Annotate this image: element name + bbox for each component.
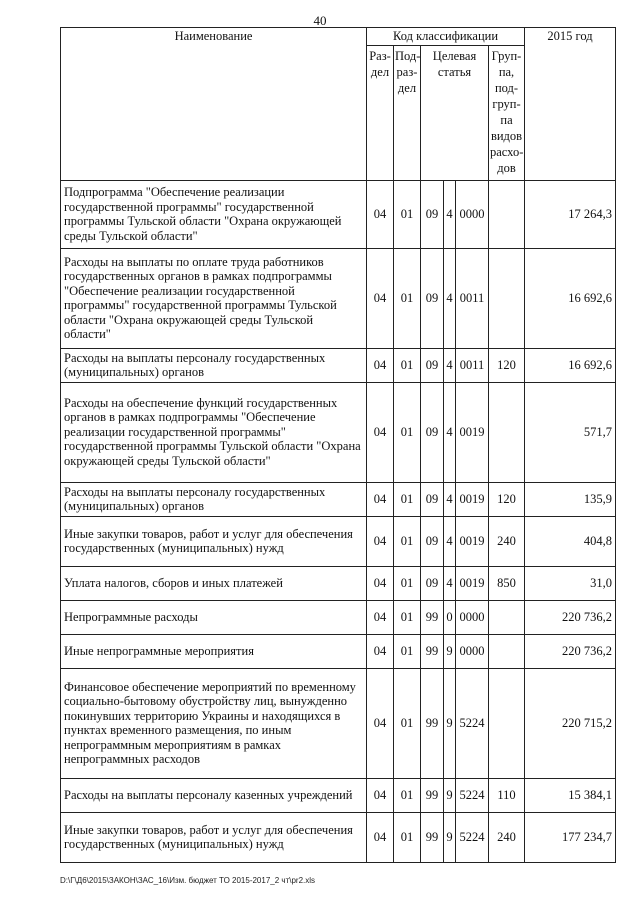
row-podrazdel: 01 bbox=[394, 348, 421, 382]
row-amount: 220 715,2 bbox=[525, 668, 616, 778]
row-target-subprogram: 9 bbox=[444, 668, 456, 778]
table-row bbox=[61, 248, 616, 348]
row-target-subprogram: 4 bbox=[444, 482, 456, 516]
row-amount: 404,8 bbox=[525, 516, 616, 566]
row-amount: 220 736,2 bbox=[525, 634, 616, 668]
row-amount: 571,7 bbox=[525, 382, 616, 482]
row-target-subprogram: 9 bbox=[444, 634, 456, 668]
header-code: Код классификации bbox=[367, 28, 525, 46]
row-name: Иные закупки товаров, работ и услуг для обеспечения государственных (муниципальных) нужд bbox=[61, 516, 367, 566]
row-razdel: 04 bbox=[367, 668, 394, 778]
row-name: Расходы на обеспечение функций государственных органов в рамках подпрограммы "Обеспечение реализации государственной программы" государственной программы Тульской области "Охрана окружающей среды Тульской области" bbox=[61, 382, 367, 482]
row-razdel: 04 bbox=[367, 812, 394, 862]
table-row bbox=[61, 566, 616, 600]
row-target-program: 09 bbox=[421, 482, 444, 516]
row-razdel: 04 bbox=[367, 516, 394, 566]
row-expense-type: 850 bbox=[489, 566, 525, 600]
row-podrazdel: 01 bbox=[394, 600, 421, 634]
row-target-direction: 0000 bbox=[456, 634, 489, 668]
row-amount: 17 264,3 bbox=[525, 180, 616, 248]
table-row bbox=[61, 482, 616, 516]
row-podrazdel: 01 bbox=[394, 812, 421, 862]
row-target-program: 09 bbox=[421, 348, 444, 382]
header-vid: Груп- па, под- груп- па видов расхо- дов bbox=[489, 45, 525, 180]
file-path-footer: D:\Г\Д6\2015\ЗАКОН\ЗАС_16\Изм. бюджет ТО 2015-2017_2 чт\pr2.xls bbox=[60, 876, 316, 885]
row-amount: 135,9 bbox=[525, 482, 616, 516]
row-target-subprogram: 4 bbox=[444, 566, 456, 600]
header-razdel: Раз- дел bbox=[367, 45, 394, 180]
row-target-program: 09 bbox=[421, 248, 444, 348]
table-body bbox=[61, 180, 616, 862]
row-expense-type: 120 bbox=[489, 348, 525, 382]
row-podrazdel: 01 bbox=[394, 482, 421, 516]
row-razdel: 04 bbox=[367, 248, 394, 348]
row-razdel: 04 bbox=[367, 382, 394, 482]
row-target-direction: 0000 bbox=[456, 600, 489, 634]
row-expense-type bbox=[489, 634, 525, 668]
row-podrazdel: 01 bbox=[394, 634, 421, 668]
header-podrazdel: Под- раз- дел bbox=[394, 45, 421, 180]
row-amount: 177 234,7 bbox=[525, 812, 616, 862]
row-target-subprogram: 4 bbox=[444, 516, 456, 566]
row-target-subprogram: 0 bbox=[444, 600, 456, 634]
row-target-program: 99 bbox=[421, 668, 444, 778]
row-target-program: 99 bbox=[421, 778, 444, 812]
row-target-program: 99 bbox=[421, 600, 444, 634]
row-target-program: 09 bbox=[421, 382, 444, 482]
row-target-program: 09 bbox=[421, 180, 444, 248]
row-razdel: 04 bbox=[367, 634, 394, 668]
row-name: Расходы на выплаты персоналу государственных (муниципальных) органов bbox=[61, 348, 367, 382]
row-razdel: 04 bbox=[367, 566, 394, 600]
row-target-subprogram: 4 bbox=[444, 248, 456, 348]
row-expense-type bbox=[489, 248, 525, 348]
table-row bbox=[61, 382, 616, 482]
row-podrazdel: 01 bbox=[394, 382, 421, 482]
row-podrazdel: 01 bbox=[394, 248, 421, 348]
row-name: Иные закупки товаров, работ и услуг для обеспечения государственных (муниципальных) нужд bbox=[61, 812, 367, 862]
row-expense-type: 240 bbox=[489, 812, 525, 862]
row-name: Непрограммные расходы bbox=[61, 600, 367, 634]
row-target-direction: 0019 bbox=[456, 382, 489, 482]
row-podrazdel: 01 bbox=[394, 566, 421, 600]
header-name: Наименование bbox=[61, 28, 367, 181]
row-target-subprogram: 4 bbox=[444, 180, 456, 248]
header-celevaya: Целевая статья bbox=[421, 45, 489, 180]
table-row bbox=[61, 600, 616, 634]
row-razdel: 04 bbox=[367, 348, 394, 382]
row-target-program: 09 bbox=[421, 516, 444, 566]
row-target-subprogram: 9 bbox=[444, 812, 456, 862]
table-row bbox=[61, 516, 616, 566]
row-target-direction: 5224 bbox=[456, 812, 489, 862]
row-amount: 16 692,6 bbox=[525, 348, 616, 382]
budget-table bbox=[60, 27, 616, 863]
row-target-direction: 0019 bbox=[456, 566, 489, 600]
row-podrazdel: 01 bbox=[394, 668, 421, 778]
row-razdel: 04 bbox=[367, 600, 394, 634]
row-amount: 220 736,2 bbox=[525, 600, 616, 634]
row-target-direction: 0000 bbox=[456, 180, 489, 248]
row-podrazdel: 01 bbox=[394, 778, 421, 812]
row-name: Подпрограмма "Обеспечение реализации государственной программы" государственной программы Тульской области "Охрана окружающей среды Тульской области" bbox=[61, 180, 367, 248]
row-amount: 16 692,6 bbox=[525, 248, 616, 348]
row-target-subprogram: 4 bbox=[444, 382, 456, 482]
row-target-direction: 5224 bbox=[456, 668, 489, 778]
row-name: Уплата налогов, сборов и иных платежей bbox=[61, 566, 367, 600]
row-amount: 31,0 bbox=[525, 566, 616, 600]
row-podrazdel: 01 bbox=[394, 180, 421, 248]
table-row bbox=[61, 668, 616, 778]
row-razdel: 04 bbox=[367, 482, 394, 516]
page-number: 40 bbox=[313, 13, 327, 28]
row-expense-type bbox=[489, 600, 525, 634]
row-expense-type: 240 bbox=[489, 516, 525, 566]
table-row bbox=[61, 180, 616, 248]
row-target-direction: 5224 bbox=[456, 778, 489, 812]
row-name: Расходы на выплаты персоналу государственных (муниципальных) органов bbox=[61, 482, 367, 516]
row-target-direction: 0011 bbox=[456, 248, 489, 348]
header-year: 2015 год bbox=[525, 28, 616, 181]
table-row bbox=[61, 634, 616, 668]
row-name: Иные непрограммные мероприятия bbox=[61, 634, 367, 668]
row-razdel: 04 bbox=[367, 778, 394, 812]
row-target-subprogram: 4 bbox=[444, 348, 456, 382]
row-target-program: 99 bbox=[421, 812, 444, 862]
row-name: Расходы на выплаты по оплате труда работников государственных органов в рамках подпрограммы "Обеспечение реализации государственной программы" государственной программы Тульской области "Охрана окружающей среды Тульской области" bbox=[61, 248, 367, 348]
row-target-subprogram: 9 bbox=[444, 778, 456, 812]
row-expense-type bbox=[489, 180, 525, 248]
row-target-direction: 0011 bbox=[456, 348, 489, 382]
row-expense-type: 120 bbox=[489, 482, 525, 516]
row-expense-type bbox=[489, 382, 525, 482]
row-target-direction: 0019 bbox=[456, 516, 489, 566]
row-podrazdel: 01 bbox=[394, 516, 421, 566]
row-name: Расходы на выплаты персоналу казенных учреждений bbox=[61, 778, 367, 812]
row-amount: 15 384,1 bbox=[525, 778, 616, 812]
row-target-program: 99 bbox=[421, 634, 444, 668]
row-target-direction: 0019 bbox=[456, 482, 489, 516]
row-razdel: 04 bbox=[367, 180, 394, 248]
row-expense-type: 110 bbox=[489, 778, 525, 812]
row-expense-type bbox=[489, 668, 525, 778]
table-row bbox=[61, 348, 616, 382]
row-name: Финансовое обеспечение мероприятий по временному социально-бытовому обустройству лиц, вынужденно покинувших территорию Украины и находящихся в пунктах временного размещения, по иным непрограммным мероприятиям в рамках непрограммных расходов bbox=[61, 668, 367, 778]
table-row bbox=[61, 778, 616, 812]
table-row bbox=[61, 812, 616, 862]
row-target-program: 09 bbox=[421, 566, 444, 600]
